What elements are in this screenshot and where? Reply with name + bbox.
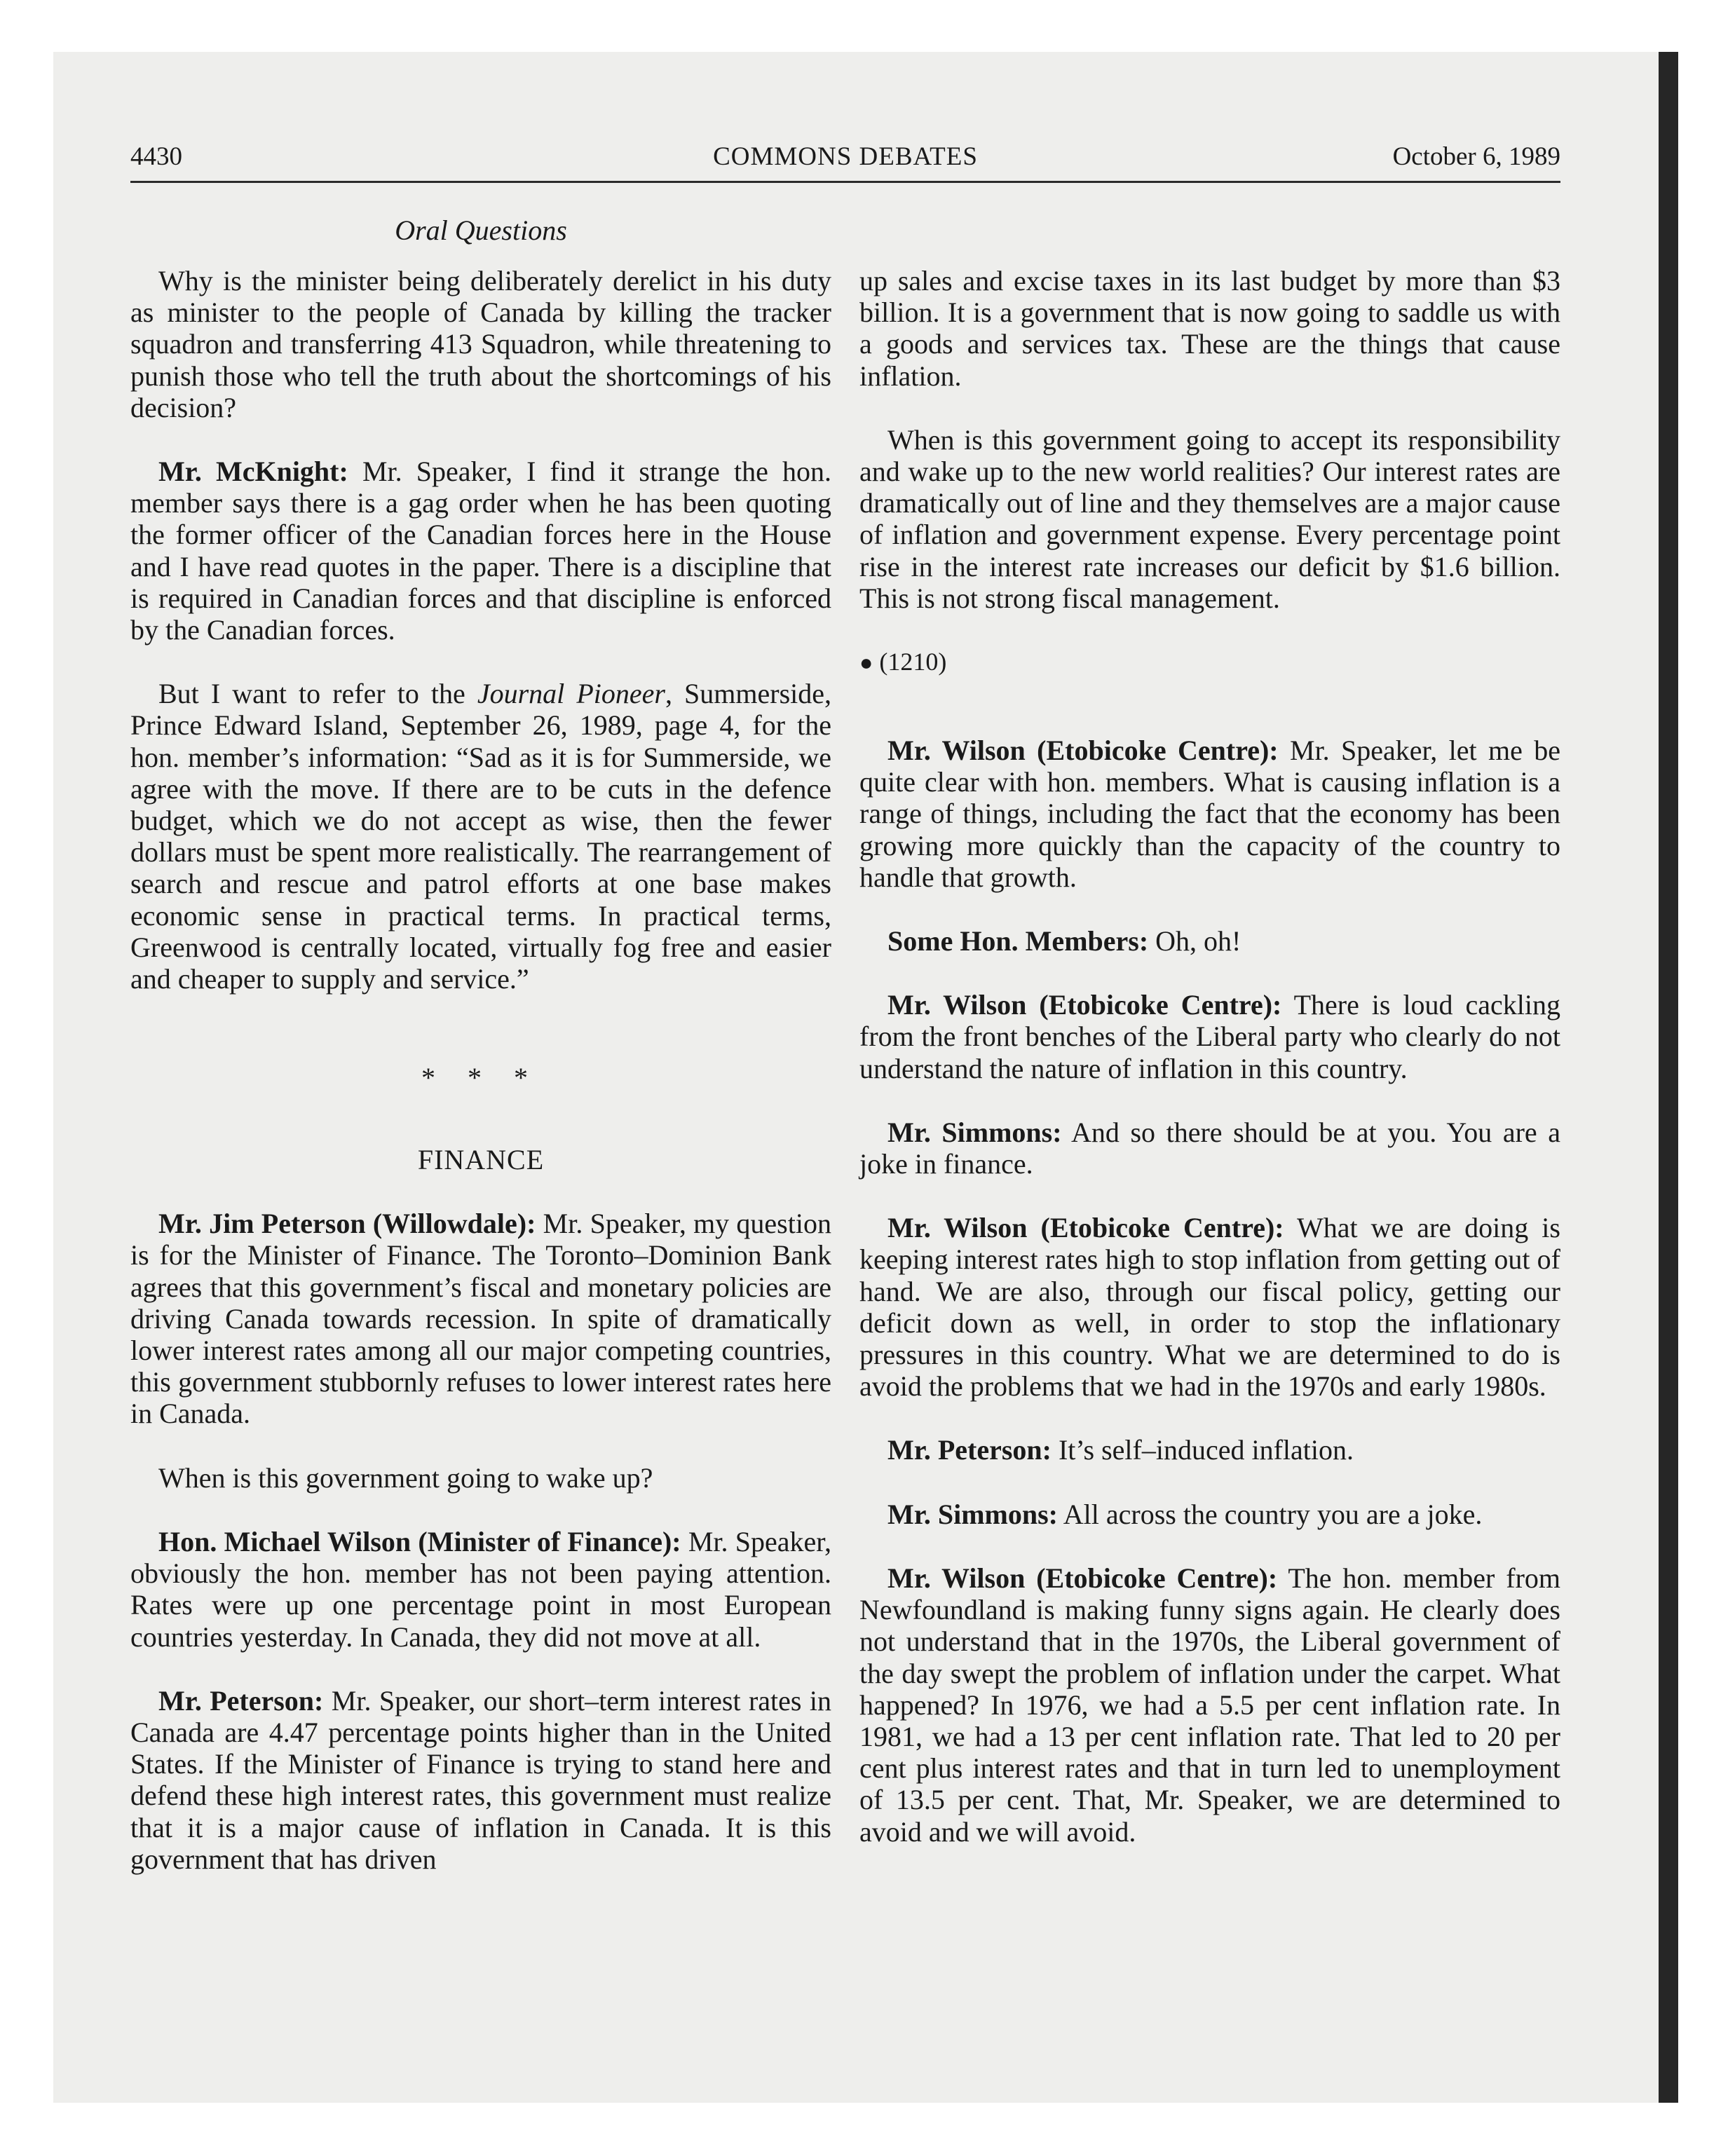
speaker-name: Mr. Simmons: xyxy=(887,1116,1062,1148)
paragraph xyxy=(859,925,1560,957)
page-number: 4430 xyxy=(130,142,182,171)
right-column xyxy=(859,265,1560,1880)
speaker-name: Mr. McKnight: xyxy=(158,456,348,488)
speech-text: , Summerside, Prince Edward Island, September 26, 1989, page 4, for the hon. member’s information: “Sad as it is for Summerside, we agree with the move. If there are to be cuts in the defence budget, which we do not accept as wise, then the fewer dollars must be spent more realistically. The rearrangement of search and rescue and patrol efforts at one base makes economic sense in practical terms. In practical terms, Greenwood is centrally located, virtually fog free and easier and cheaper to supply and service.” xyxy=(130,678,832,995)
speaker-name: Mr. Peterson: xyxy=(887,1434,1052,1466)
paragraph xyxy=(130,678,831,995)
speech-text: And so there should be at you. You are a joke in finance. xyxy=(859,1116,1561,1180)
paragraph xyxy=(859,1117,1560,1180)
paragraph: Why is the minister being deliberately derelict in his duty as minister to the people of Canada by killing the tracker squadron and transferring 413 Squadron, while threatening to punish those who tell the truth about the shortcomings of his decision? xyxy=(130,265,831,423)
speaker-name: Mr. Simmons: xyxy=(887,1498,1058,1530)
paragraph xyxy=(859,735,1560,893)
paragraph xyxy=(130,456,831,646)
speech-text: Mr. Speaker, let me be quite clear with hon. members. What is causing inflation is a range of things, including the fact that the economy has been growing more quickly than the capacity of the country to handle that growth. xyxy=(859,735,1560,893)
speaker-name: Some Hon. Members: xyxy=(887,925,1149,957)
publication-title: COMMONS DEBATES xyxy=(713,142,978,171)
speaker-name: Hon. Michael Wilson (Minister of Finance): xyxy=(158,1525,681,1557)
section-separator: * * * xyxy=(421,1062,540,1094)
speech-text: The hon. member from Newfoundland is making funny signs again. He clearly does not understand that in the 1970s, the Liberal government of the day swept the problem of inflation under the carpet. What happened? In 1976, we had a 5.5 per cent inflation rate. In 1981, we had a 13 per cent inflation rate. That led to 20 per cent plus interest rates and that in turn led to unemployment of 13.5 per cent. That, Mr. Speaker, we are determined to avoid and we will avoid. xyxy=(859,1562,1560,1848)
bullet-icon: ● xyxy=(859,650,873,676)
time-marker-text: (1210) xyxy=(879,648,947,676)
header-rule xyxy=(130,181,1560,183)
speech-text: What we are doing is keeping interest rates high to stop inflation from getting out of hand. We are also, through our fiscal policy, getting our deficit down as well, in order to stop the inflationary pressures in this country. What we are determined to do is avoid the problems that we had in the 1970s and early 1980s. xyxy=(859,1212,1560,1403)
paragraph xyxy=(130,1208,831,1429)
time-marker xyxy=(859,646,1560,678)
speech-text: It’s self–induced inflation. xyxy=(1051,1434,1354,1466)
subject-heading: FINANCE xyxy=(417,1144,545,1176)
paragraph xyxy=(859,1499,1560,1530)
paragraph xyxy=(859,1562,1560,1848)
paragraph xyxy=(859,989,1560,1084)
speaker-name: Mr. Peterson: xyxy=(158,1684,324,1717)
speech-text: Mr. Speaker, obviously the hon. member has not been paying attention. Rates were up one percentage point in most European countries yesterday. In Canada, they did not move at all. xyxy=(130,1525,831,1653)
publication-name: Journal Pioneer xyxy=(477,678,665,710)
paragraph xyxy=(859,1434,1560,1466)
speech-text: Mr. Speaker, my question is for the Minister of Finance. The Toronto–Dominion Bank agrees that this government’s fiscal and monetary policies are driving Canada towards recession. In spite of dramatically lower interest rates among all our major competing countries, this government stubbornly refuses to lower interest rates here in Canada. xyxy=(130,1208,831,1430)
section-label: Oral Questions xyxy=(395,214,567,246)
speech-text: Mr. Speaker, I find it strange the hon. member says there is a gag order when he has been quoting the former officer of the Canadian forces here in the House and I have read quotes in the paper. There is a discipline that is required in Canadian forces and that discipline is enforced by the Canadian forces. xyxy=(130,456,832,646)
publication-date: October 6, 1989 xyxy=(1392,142,1560,171)
paragraph xyxy=(859,1212,1560,1402)
speaker-name: Mr. Wilson (Etobicoke Centre): xyxy=(887,989,1282,1021)
left-column xyxy=(130,265,831,1907)
paragraph: When is this government going to wake up? xyxy=(158,1461,653,1494)
speaker-name: Mr. Wilson (Etobicoke Centre): xyxy=(887,1562,1278,1594)
paragraph: up sales and excise taxes in its last budget by more than $3 billion. It is a government that is now going to saddle us with a goods and services tax. These are the things that cause inflation. xyxy=(859,265,1560,392)
speaker-name: Mr. Wilson (Etobicoke Centre): xyxy=(887,735,1279,767)
speaker-name: Mr. Wilson (Etobicoke Centre): xyxy=(887,1212,1284,1244)
speech-text: Oh, oh! xyxy=(1148,925,1241,957)
speaker-name: Mr. Jim Peterson (Willowdale): xyxy=(158,1208,536,1240)
page-header xyxy=(130,142,1560,184)
speech-text: There is loud cackling from the front benches of the Liberal party who clearly do not understand the nature of inflation in this country. xyxy=(859,989,1560,1084)
binding-edge xyxy=(1659,52,1678,2103)
paragraph: When is this government going to accept its responsibility and wake up to the new world realities? Our interest rates are dramatically out of line and they themselves are a major cause of inflation and government expense. Every percentage point rise in the interest rate increases our deficit by $1.6 billion. This is not strong fiscal management. xyxy=(859,423,1560,614)
speech-text: All across the country you are a joke. xyxy=(1057,1498,1483,1530)
paragraph xyxy=(130,1526,831,1653)
speech-text: Mr. Speaker, our short–term interest rates in Canada are 4.47 percentage points higher than in the United States. If the Minister of Finance is trying to stand here and defend these high interest rates, this government must realize that it is a major cause of inflation in Canada. It is this government that has driven xyxy=(130,1684,831,1875)
speech-text: But I want to refer to the xyxy=(158,678,477,710)
paragraph xyxy=(130,1685,831,1875)
